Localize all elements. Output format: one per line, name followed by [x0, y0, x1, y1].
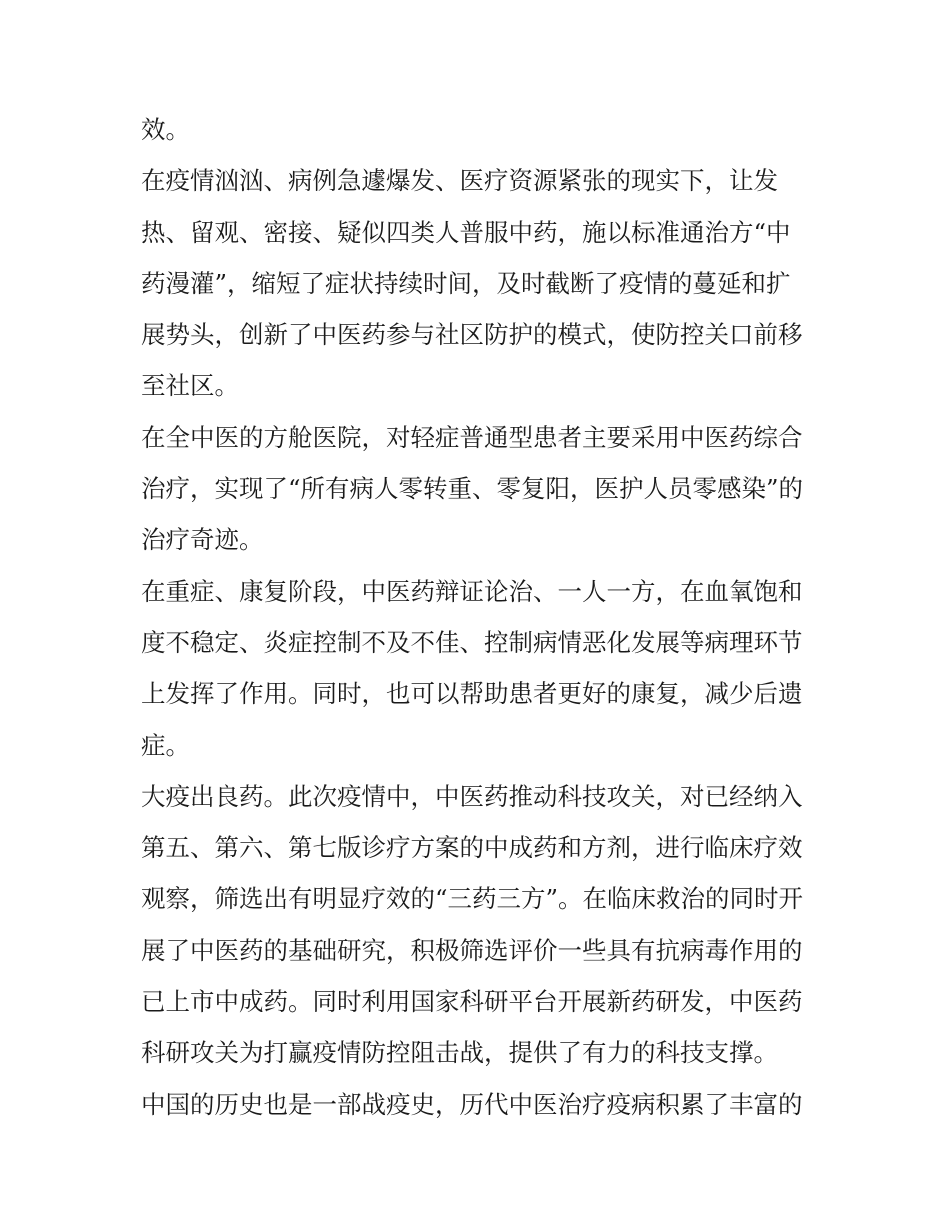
text-line: 治疗，实现了“所有病人零转重、零复阳，医护人员零感染”的: [141, 474, 804, 504]
text-line: 在疫情汹汹、病例急遽爆发、医疗资源紧张的现实下，让发: [141, 166, 778, 196]
text-line: 效。: [141, 115, 190, 144]
text-line: 已上市中成药。同时利用国家科研平台开展新药研发，中医药: [141, 987, 803, 1017]
text-line: 热、留观、密接、疑似四类人普服中药，施以标准通治方“中: [141, 217, 791, 247]
text-line: 展势头，创新了中医药参与社区防护的模式，使防控关口前移: [141, 320, 803, 350]
body-text: [141, 104, 821, 1130]
text-line: 在重症、康复阶段，中医药辩证论治、一人一方，在血氧饱和: [141, 576, 803, 606]
text-line: 上发挥了作用。同时，也可以帮助患者更好的康复，减少后遗: [141, 679, 803, 709]
text-line: 在全中医的方舱医院，对轻症普通型患者主要采用中医药综合: [141, 422, 803, 452]
text-line: 展了中医药的基础研究，积极筛选评价一些具有抗病毒作用的: [141, 935, 803, 965]
text-line: 大疫出良药。此次疫情中，中医药推动科技攻关，对已经纳入: [141, 781, 803, 811]
text-line: 药漫灌”，缩短了症状持续时间，及时截断了疫情的蔓延和扩: [141, 268, 791, 298]
text-line: 症。: [141, 730, 190, 760]
text-line: 科研攻关为打赢疫情防控阻击战，提供了有力的科技支撑。: [141, 1038, 778, 1068]
text-line: 中国的历史也是一部战疫史，历代中医治疗疫病积累了丰富的: [141, 1089, 803, 1119]
text-line: 观察，筛选出有明显疗效的“三药三方”。在临床救治的同时开: [141, 884, 804, 914]
text-line: 治疗奇迹。: [141, 525, 264, 555]
text-line: 至社区。: [141, 371, 239, 401]
text-line: 度不稳定、炎症控制不及不佳、控制病情恶化发展等病理环节: [141, 627, 803, 657]
text-line: 第五、第六、第七版诊疗方案的中成药和方剂，进行临床疗效: [141, 833, 803, 863]
